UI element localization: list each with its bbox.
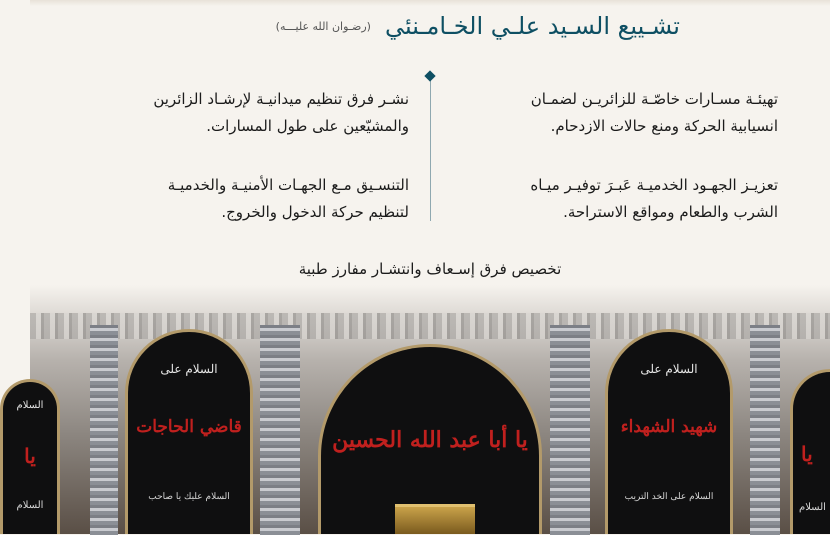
banner-red-text: قاضي الحاجات [136, 417, 242, 437]
pillar [260, 325, 300, 535]
header [170, 8, 680, 44]
banner-bottom-text: السلام عليك يا صاحب [148, 492, 230, 502]
list-item [168, 172, 409, 226]
pillar [90, 325, 118, 535]
top-strip [30, 0, 830, 6]
item-line: والمشيّعين على طول المسارات. [206, 117, 409, 135]
banner-top-text: السلام [16, 400, 44, 411]
banner-left-edge [0, 379, 60, 534]
diamond-ornament-icon [424, 70, 435, 81]
banner-red-text: شهيد الشهداء [620, 417, 718, 437]
item-line: تخصيص فرق إسـعاف وانتشـار مفارز طبية [298, 260, 562, 278]
list-item [153, 86, 409, 140]
ornamental-frieze [30, 313, 830, 339]
banner-top-text: السلام على [640, 362, 698, 376]
banner-red-text: يا [24, 444, 36, 468]
item-line: انسيابية الحركة ومنع حالات الازدحام. [550, 117, 778, 135]
page-subtitle: (رضـوان الله عليـــه) [275, 19, 371, 33]
pillar [750, 325, 780, 535]
page [16, 0, 830, 534]
item-line: الشرب والطعام ومواقع الاستراحة. [563, 203, 778, 221]
golden-shrine [395, 504, 475, 534]
item-line: نشـر فرق تنظيم ميدانيـة لإرشـاد الزائرين [153, 90, 409, 108]
pillar [550, 325, 590, 535]
banner-right-edge [790, 369, 830, 534]
list-item [530, 172, 778, 226]
banner-bottom-text: السلام [16, 500, 44, 511]
center-divider [430, 75, 431, 221]
list-item [531, 86, 778, 140]
item-line: التنسـيق مـع الجهـات الأمنيـة والخدميـة [167, 176, 409, 194]
banner-bottom-text: السلام على الخد التريب [624, 492, 714, 502]
banner-left [125, 329, 253, 534]
banner-bottom-text: السلام [799, 502, 826, 513]
shrine-photo [16, 285, 830, 534]
page-title: تشـييع السـيد علـي الخـامـنئي [384, 12, 680, 40]
item-line: تعزيـز الجهـود الخدميـة عَبـرَ توفيـر ميـاه [530, 176, 778, 194]
item-line: تهيئـة مسـارات خاصّـة للزائريـن لضمـان [530, 90, 778, 108]
item-line: لتنظيم حركة الدخول والخروج. [221, 203, 409, 221]
banner-top-text: السلام على [160, 362, 218, 376]
banner-red-text: يا [801, 442, 813, 466]
banner-right [605, 329, 733, 534]
banner-red-text: يا أبا عبد الله الحسين [332, 427, 528, 453]
